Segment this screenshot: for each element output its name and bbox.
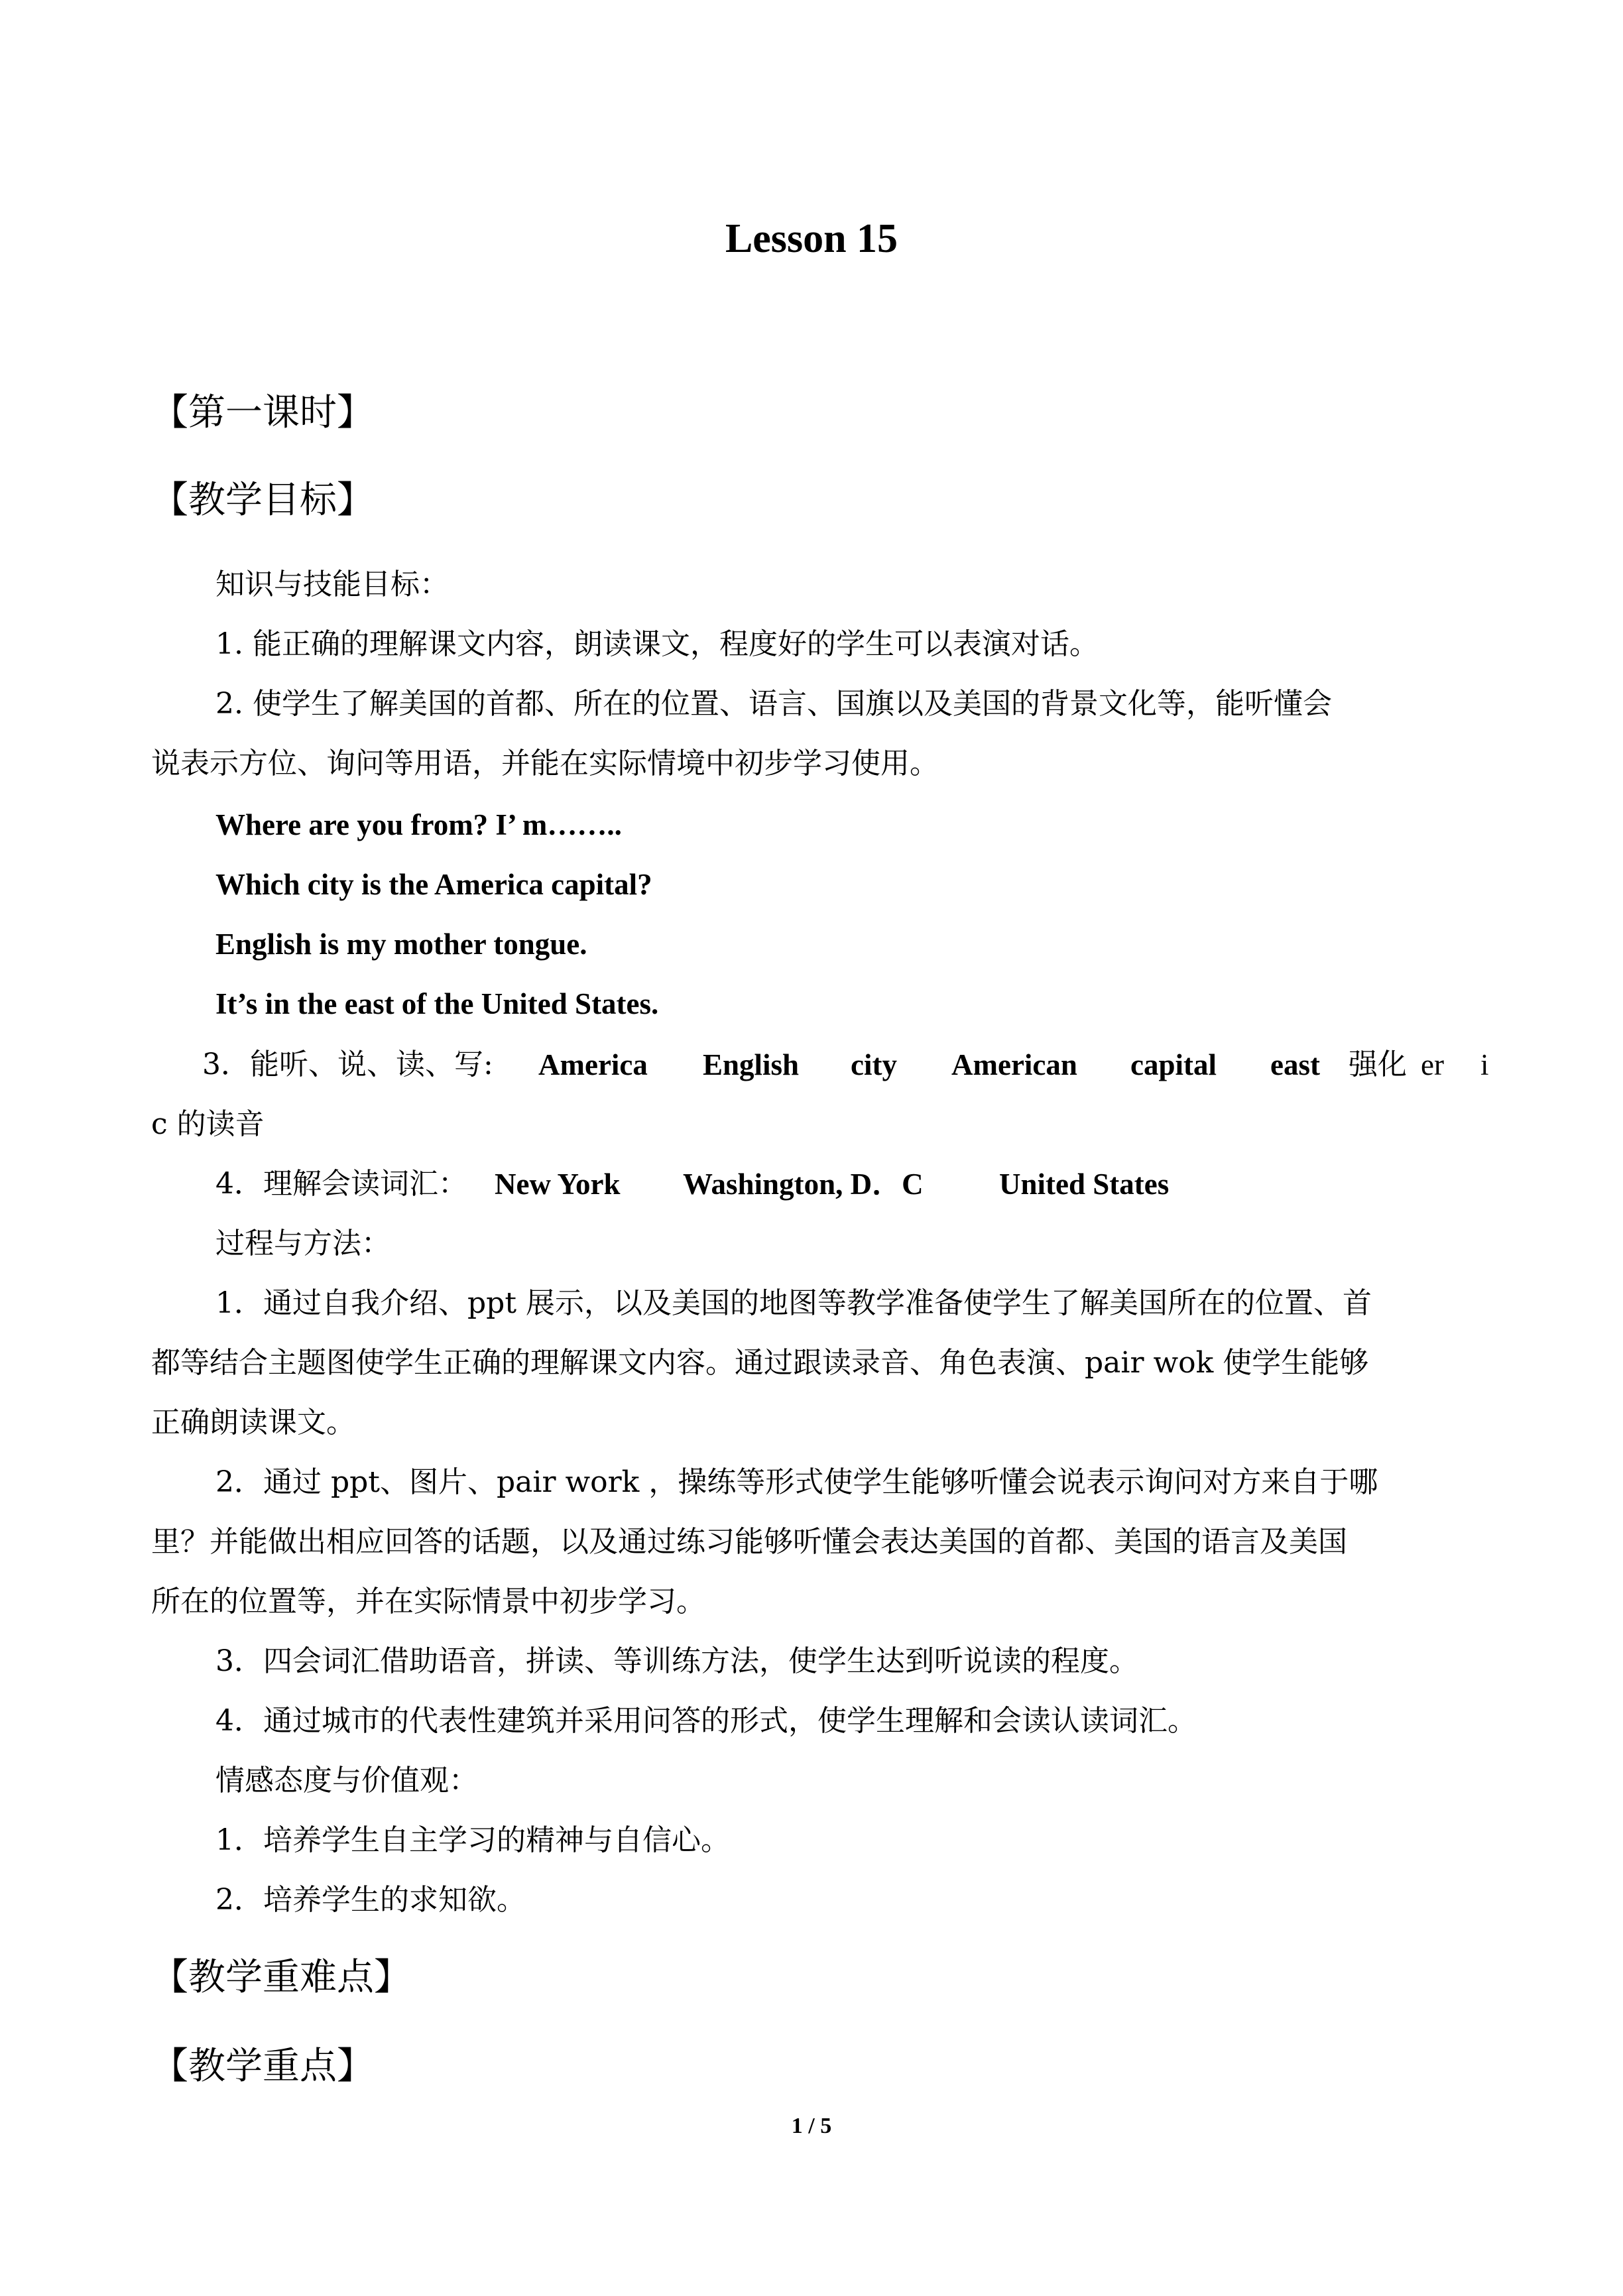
- emotion-label: 情感态度与价值观：: [215, 1764, 478, 1797]
- process-1-line-3: 正确朗读课文。: [151, 1406, 355, 1439]
- heading-period: 【第一课时】: [151, 391, 374, 434]
- knowledge-item-3-line-2: c 的读音: [151, 1107, 265, 1141]
- vocab-english: English: [703, 1048, 800, 1081]
- item3-suffix-i: i: [1480, 1048, 1489, 1081]
- item3-suffix-cn: 强化: [1349, 1048, 1407, 1081]
- heading-key-points: 【教学重点】: [151, 2045, 374, 2088]
- emotion-1: 1．培养学生自主学习的精神与自信心。: [215, 1823, 730, 1857]
- page-title: Lesson 15: [725, 216, 898, 261]
- vocab-new-york: New York: [495, 1168, 621, 1201]
- heading-key-difficult: 【教学重难点】: [151, 1956, 411, 1999]
- knowledge-item-2-line-2: 说表示方位、询问等用语，并能在实际情境中初步学习使用。: [151, 747, 939, 780]
- sentence-which-city: Which city is the America capital?: [215, 868, 652, 901]
- process-1-line-1: 1．通过自我介绍、ppt 展示，以及美国的地图等教学准备使学生了解美国所在的位置、首: [215, 1286, 1372, 1320]
- sentence-mother-tongue: English is my mother tongue.: [215, 928, 587, 961]
- vocab-america: America: [538, 1048, 648, 1081]
- vocab-american: American: [951, 1048, 1077, 1081]
- item3-suffix-er: er: [1421, 1048, 1444, 1081]
- emotion-2: 2．培养学生的求知欲。: [215, 1883, 526, 1917]
- sentence-where-from: Where are you from? I’ m……..: [215, 808, 622, 841]
- sentence-in-the-east: It’s in the east of the United States.: [215, 987, 659, 1020]
- vocab-united-states: United States: [999, 1168, 1170, 1201]
- page-number: 1 / 5: [791, 2114, 832, 2138]
- vocab-city: city: [851, 1048, 897, 1081]
- knowledge-item-3-prefix: 3．能听、说、读、写:: [202, 1048, 493, 1081]
- process-2-line-1: 2．通过 ppt、图片、pair work ，操练等形式使学生能够听懂会说表示询问对方来自于哪: [215, 1465, 1378, 1499]
- heading-goals: 【教学目标】: [151, 479, 374, 522]
- process-label: 过程与方法：: [215, 1227, 391, 1260]
- knowledge-label: 知识与技能目标：: [215, 568, 449, 601]
- process-4: 4．通过城市的代表性建筑并采用问答的形式，使学生理解和会读认读词汇。: [215, 1704, 1197, 1738]
- process-1-line-2: 都等结合主题图使学生正确的理解课文内容。通过跟读录音、角色表演、pair wok 使学生能够: [151, 1346, 1369, 1380]
- knowledge-item-1: 1. 能正确的理解课文内容，朗读课文，程度好的学生可以表演对话。: [215, 627, 1099, 661]
- vocab-washington-dc: Washington, D．C: [683, 1168, 924, 1201]
- vocab-capital: capital: [1130, 1048, 1217, 1081]
- process-2-line-3: 所在的位置等，并在实际情景中初步学习。: [151, 1585, 705, 1618]
- process-3: 3．四会词汇借助语音，拼读、等训练方法，使学生达到听说读的程度。: [215, 1644, 1138, 1678]
- knowledge-item-2-line-1: 2. 使学生了解美国的首都、所在的位置、语言、国旗以及美国的背景文化等，能听懂会: [215, 687, 1332, 721]
- process-2-line-2: 里？并能做出相应回答的话题，以及通过练习能够听懂会表达美国的首都、美国的语言及美国: [151, 1525, 1347, 1559]
- vocab-east: east: [1270, 1048, 1320, 1081]
- knowledge-item-4-prefix: 4．理解会读词汇：: [215, 1167, 467, 1201]
